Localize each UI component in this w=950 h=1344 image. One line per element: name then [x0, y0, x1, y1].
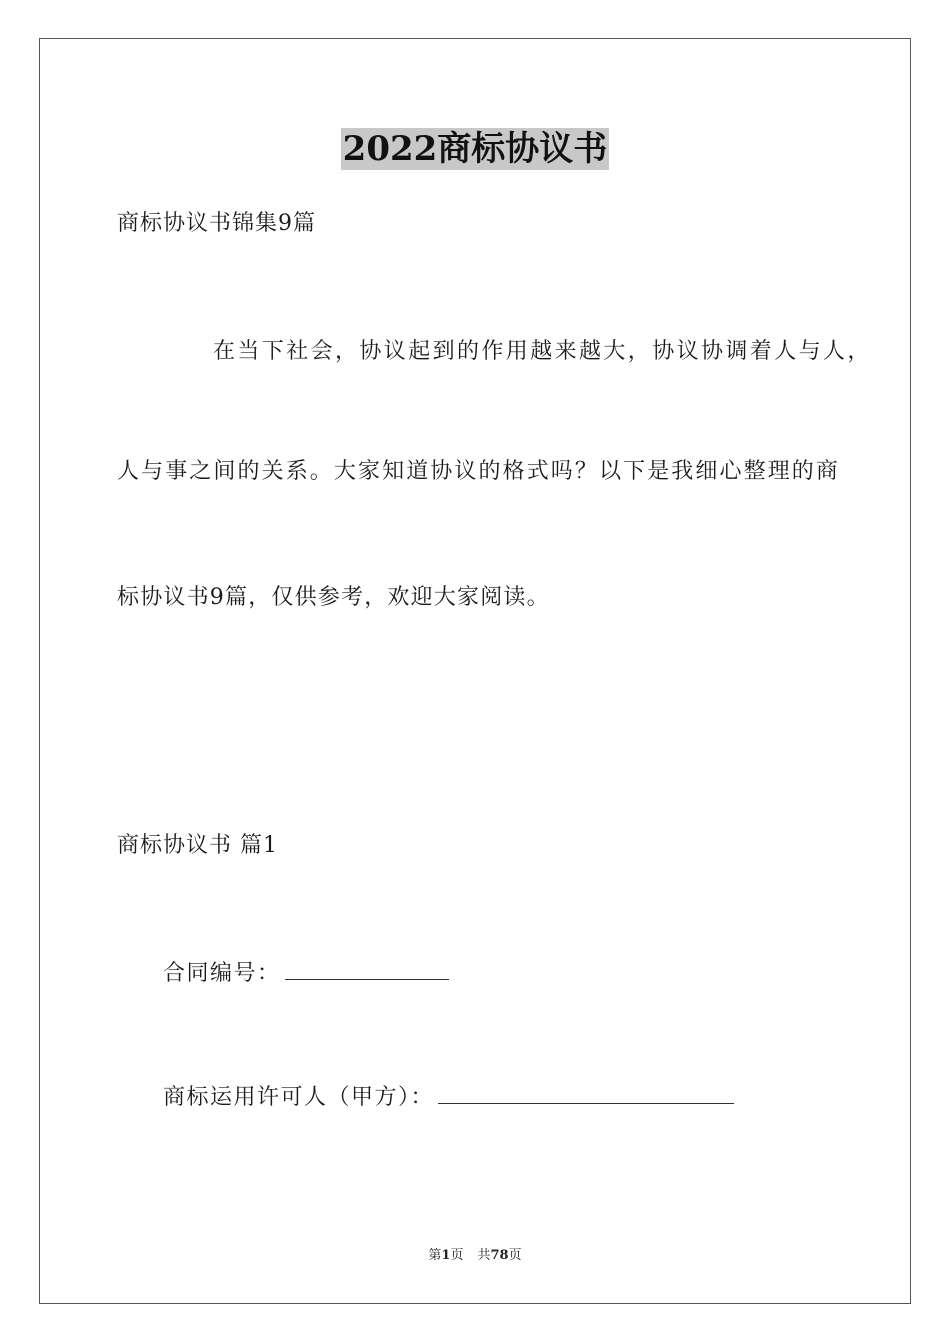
intro-paragraph-line-2: 人与事之间的关系。大家知道协议的格式吗？以下是我细心整理的商 [117, 459, 841, 484]
intro-paragraph-line-1: 在当下社会，协议起到的作用越来越大，协议协调着人与人， [213, 339, 872, 364]
footer-total-prefix: 共 [477, 1248, 491, 1263]
intro-paragraph-line-3: 标协议书9篇，仅供参考，欢迎大家阅读。 [117, 585, 550, 610]
footer-total-suffix: 页 [508, 1248, 522, 1263]
footer-page-number: 1 [441, 1248, 451, 1263]
contract-number-label: 合同编号： [163, 961, 281, 986]
section-heading: 商标协议书 篇1 [117, 833, 278, 858]
licensor-field [163, 1081, 734, 1113]
licensor-blank[interactable] [438, 1081, 734, 1104]
page-footer [0, 1247, 950, 1265]
footer-page-prefix: 第 [428, 1248, 442, 1263]
document-title: 2022商标协议书 [342, 129, 608, 169]
licensor-label: 商标运用许可人（甲方）： [163, 1085, 435, 1110]
document-subtitle: 商标协议书锦集9篇 [117, 211, 316, 236]
contract-number-field [163, 957, 449, 989]
footer-page-suffix: 页 [450, 1248, 464, 1263]
contract-number-blank[interactable] [285, 957, 449, 980]
footer-total-pages: 78 [490, 1248, 509, 1263]
title-container [0, 128, 950, 170]
